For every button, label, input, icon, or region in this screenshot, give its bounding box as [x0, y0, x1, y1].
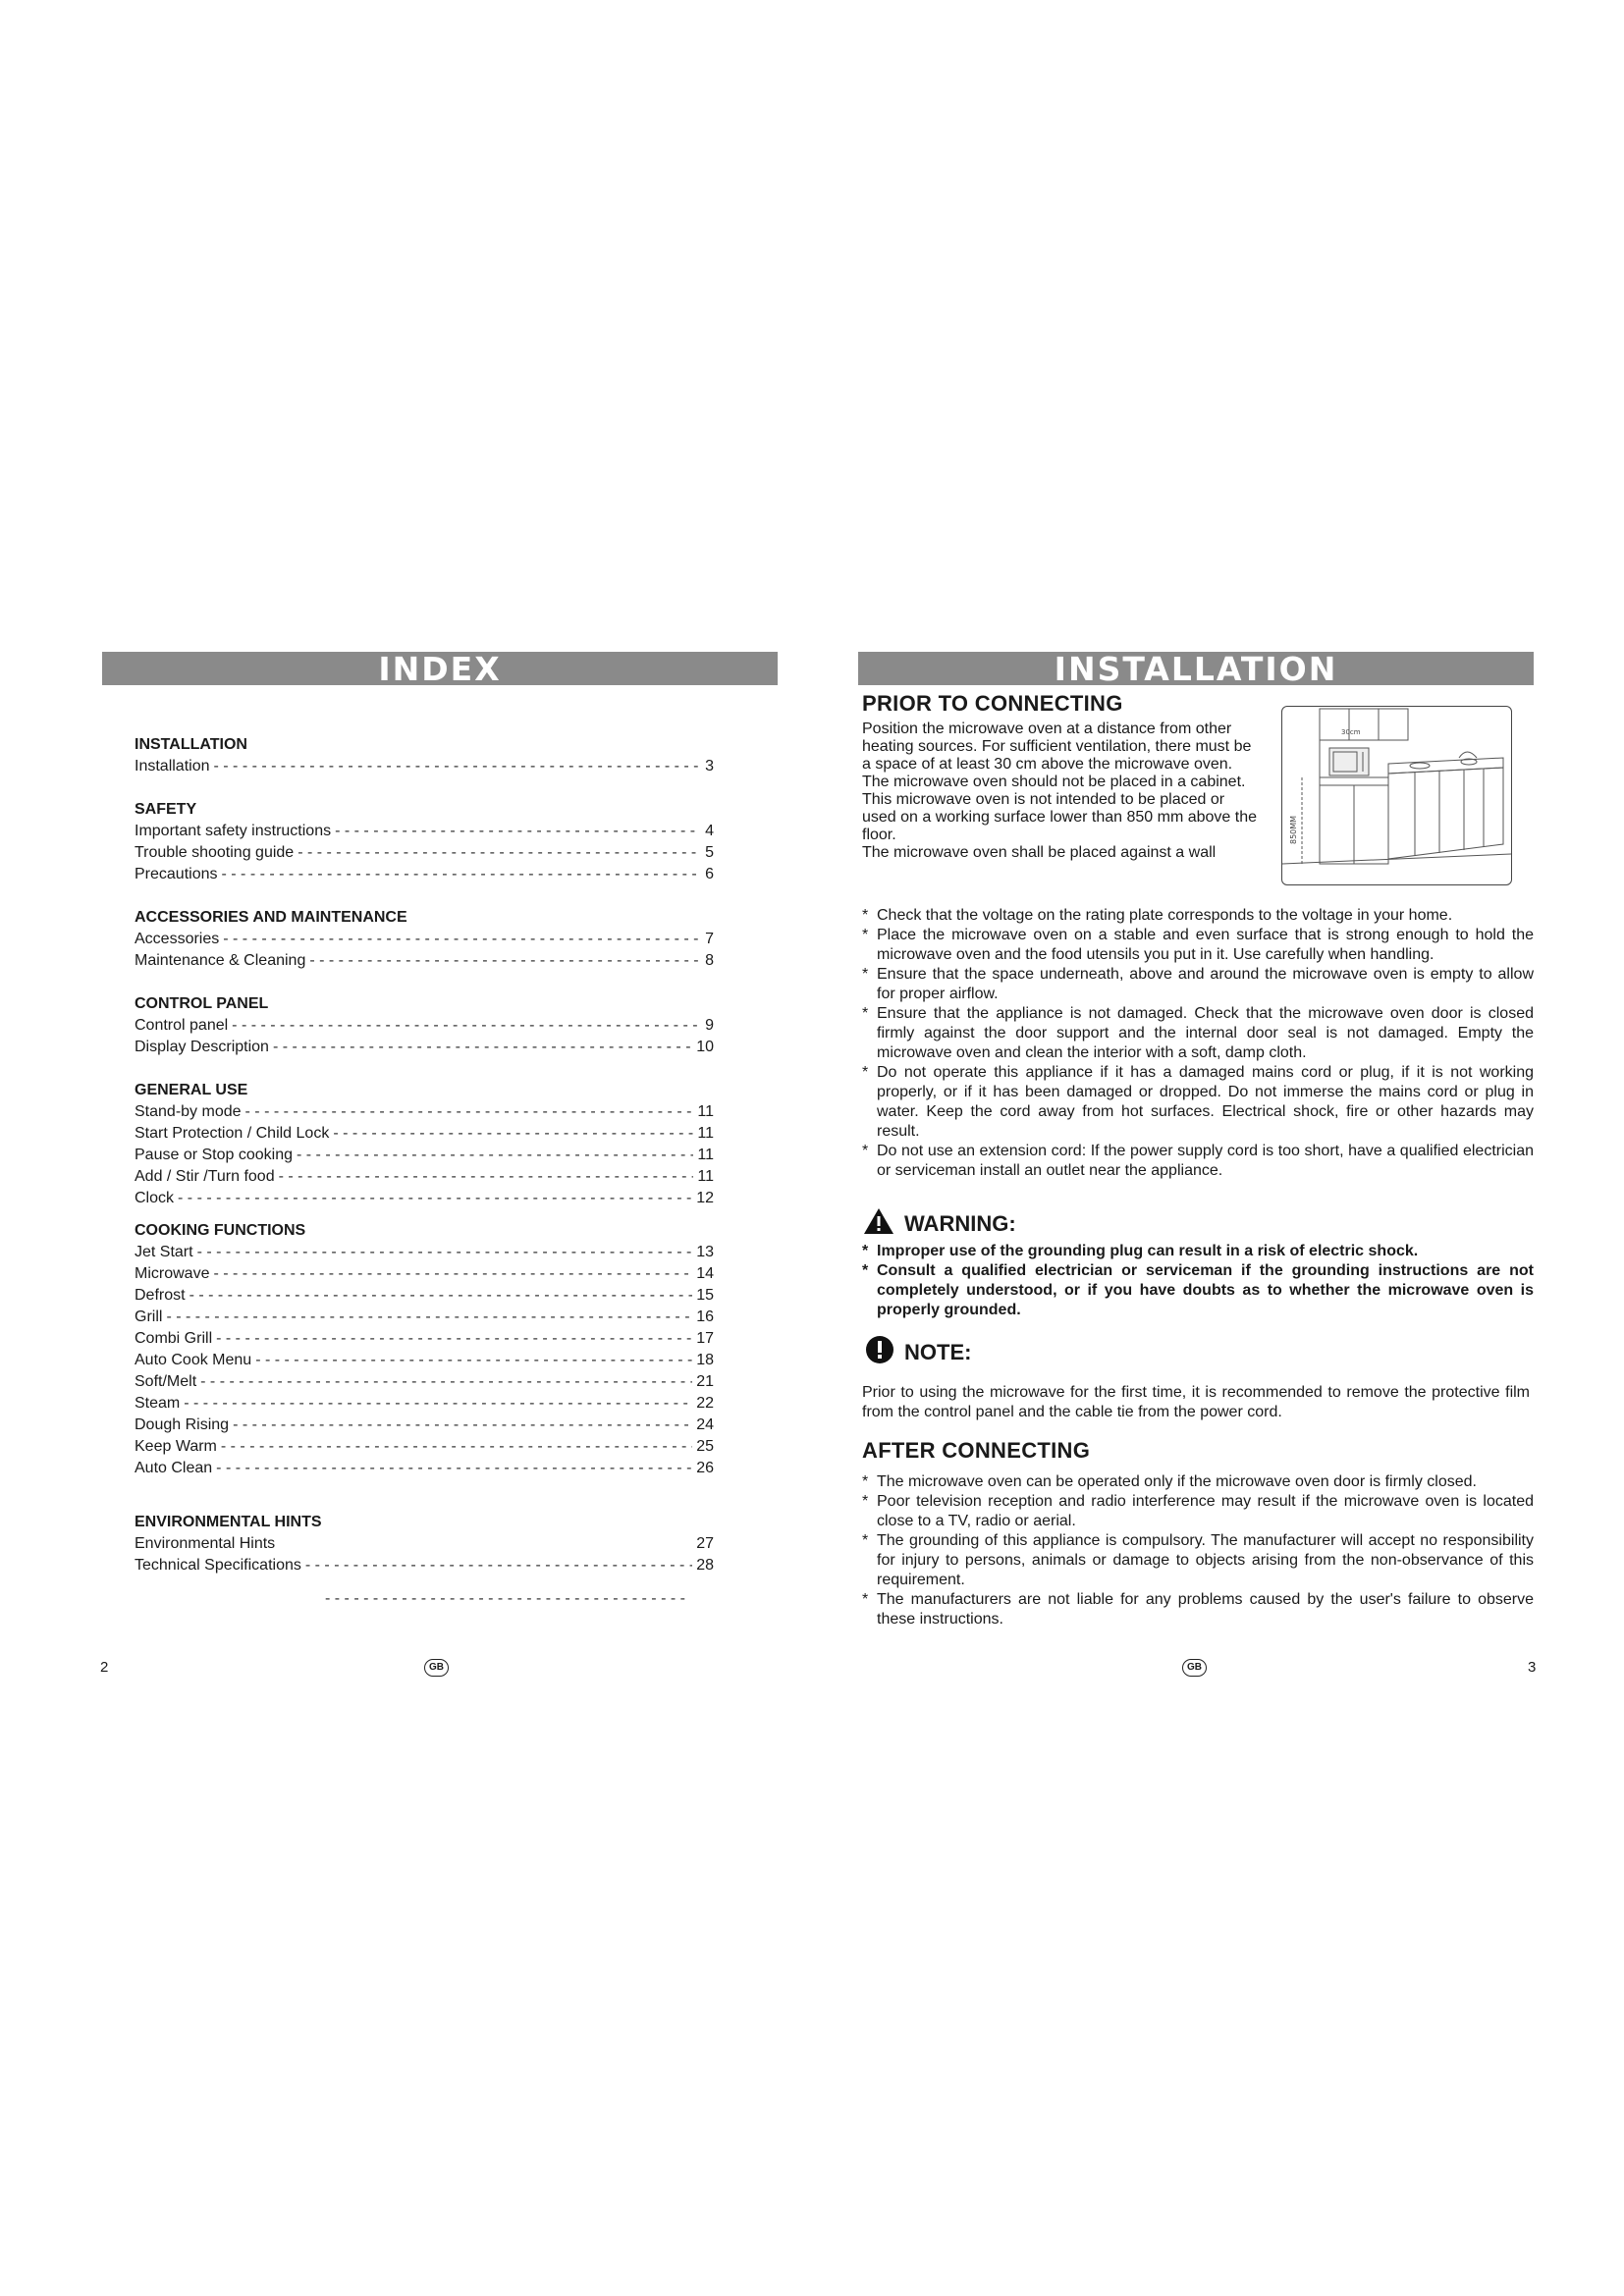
note-heading	[865, 1335, 971, 1370]
toc-label: Precautions	[135, 866, 218, 882]
toc-label: Display Description	[135, 1039, 269, 1055]
toc-entry[interactable]	[135, 1123, 714, 1145]
toc-heading: SAFETY	[135, 801, 197, 818]
toc-leader	[298, 842, 698, 864]
toc-label: Steam	[135, 1395, 181, 1412]
toc-page-number: 13	[696, 1244, 714, 1260]
warning-triangle-icon	[863, 1207, 894, 1241]
toc-leader	[221, 1436, 692, 1458]
toc-entry[interactable]	[135, 1436, 714, 1458]
toc-leader	[333, 1123, 693, 1145]
height-label: 850MM	[1289, 815, 1298, 844]
toc-label: Clock	[135, 1190, 175, 1206]
toc-leader	[166, 1307, 692, 1328]
toc-label: Technical Specifications	[135, 1557, 301, 1574]
toc-page-number: 25	[696, 1438, 714, 1455]
toc-page-number: 5	[705, 844, 714, 861]
toc-leader	[309, 950, 698, 972]
list-item: * The grounding of this appliance is compulsory. The manufacturer will accept no responsibility for injury to persons, animals or damage to objects arising from the non-observance of this requirement.	[862, 1531, 1534, 1590]
toc-entry[interactable]	[135, 1415, 714, 1436]
gb-language-badge: GB	[424, 1659, 449, 1677]
toc-page-number: 11	[697, 1125, 714, 1142]
toc-leader	[184, 1393, 692, 1415]
intro-paragraph: Position the microwave oven at a distance from other heating sources. For sufficient ventilation, there must be a space of at least 30 cm above the microwave oven.	[862, 721, 1252, 773]
toc-page-number: 21	[696, 1373, 714, 1390]
toc-leader	[297, 1145, 693, 1166]
toc-label: Important safety instructions	[135, 823, 332, 839]
toc-leader	[255, 1350, 692, 1371]
toc-page-number: 26	[696, 1460, 714, 1476]
installation-banner: INSTALLATION	[858, 652, 1534, 685]
toc-entry[interactable]	[135, 929, 714, 950]
toc-label: Grill	[135, 1308, 163, 1325]
toc-page-number: 17	[696, 1330, 714, 1347]
toc-label: Control panel	[135, 1017, 229, 1034]
toc-page-number: 24	[696, 1416, 714, 1433]
toc-entry[interactable]	[135, 1263, 714, 1285]
toc-entry[interactable]	[135, 1242, 714, 1263]
toc-entry[interactable]	[135, 1328, 714, 1350]
toc-section	[135, 993, 714, 1058]
toc-leader	[232, 1015, 698, 1037]
toc-page-number: 28	[696, 1557, 714, 1574]
installation-page	[812, 0, 1624, 2296]
toc-leader	[197, 1242, 693, 1263]
toc-leader	[213, 1263, 692, 1285]
toc-leader	[233, 1415, 692, 1436]
list-item: * Do not use an extension cord: If the power supply cord is too short, have a qualified electrician or serviceman install an outlet near the appliance.	[862, 1142, 1534, 1181]
toc-leader	[273, 1037, 692, 1058]
toc-entry[interactable]	[135, 1015, 714, 1037]
toc-page-number: 6	[705, 866, 714, 882]
toc-label: Microwave	[135, 1265, 210, 1282]
page-number: 3	[1528, 1659, 1537, 1676]
intro-paragraph: The microwave oven shall be placed against a wall	[862, 844, 1217, 861]
toc-leader	[222, 864, 699, 885]
toc-page-number: 11	[697, 1168, 714, 1185]
toc-leader	[216, 1458, 692, 1479]
toc-section	[135, 1220, 714, 1479]
toc-leader	[178, 1188, 692, 1209]
toc-page-number: 22	[696, 1395, 714, 1412]
toc-entry[interactable]	[135, 950, 714, 972]
toc-leader	[200, 1371, 692, 1393]
list-item: * Improper use of the grounding plug can result in a risk of electric shock.	[862, 1242, 1534, 1261]
toc-page-number: 16	[696, 1308, 714, 1325]
toc-heading: ENVIRONMENTAL HINTS	[135, 1514, 322, 1530]
toc-section	[135, 734, 714, 777]
toc-page-number: 8	[705, 952, 714, 969]
toc-entry[interactable]	[135, 1555, 714, 1576]
toc-label: Trouble shooting guide	[135, 844, 295, 861]
toc-label: Installation	[135, 758, 210, 774]
toc-label: Pause or Stop cooking	[135, 1147, 293, 1163]
toc-entry[interactable]	[135, 1307, 714, 1328]
toc-leader	[245, 1101, 694, 1123]
list-item: * Check that the voltage on the rating plate corresponds to the voltage in your home.	[862, 906, 1534, 926]
toc-page-number: 9	[705, 1017, 714, 1034]
toc-section	[135, 1512, 714, 1576]
toc-entry[interactable]	[135, 1145, 714, 1166]
warning-label: WARNING:	[904, 1211, 1016, 1236]
toc-page-number: 12	[696, 1190, 714, 1206]
toc-label: Environmental Hints	[135, 1535, 276, 1552]
exclamation-circle-icon	[865, 1335, 894, 1370]
table-of-contents	[135, 734, 714, 1576]
toc-leader	[189, 1285, 693, 1307]
list-item: * The microwave oven can be operated only if the microwave oven door is firmly closed.	[862, 1472, 1534, 1492]
trailing-leader-line	[325, 1590, 688, 1608]
toc-label: Start Protection / Child Lock	[135, 1125, 330, 1142]
toc-label: Stand-by mode	[135, 1103, 242, 1120]
toc-entry[interactable]	[135, 1166, 714, 1188]
index-banner: INDEX	[102, 652, 778, 685]
toc-leader	[214, 756, 699, 777]
toc-page-number: 15	[696, 1287, 714, 1304]
toc-page-number: 3	[705, 758, 714, 774]
toc-page-number: 27	[696, 1535, 714, 1552]
warning-heading	[863, 1207, 1016, 1241]
toc-entry[interactable]	[135, 1533, 714, 1555]
list-item: * Consult a qualified electrician or serviceman if the grounding instructions are not completely understood, or if you have doubts as to whether the microwave oven is properly grounded.	[862, 1261, 1534, 1320]
toc-page-number: 11	[697, 1147, 714, 1163]
toc-label: Keep Warm	[135, 1438, 217, 1455]
toc-label: Maintenance & Cleaning	[135, 952, 306, 969]
note-label: NOTE:	[904, 1340, 972, 1364]
after-connecting-heading: AFTER CONNECTING	[862, 1438, 1091, 1463]
after-connecting-list	[862, 1472, 1534, 1629]
toc-label: Jet Start	[135, 1244, 193, 1260]
toc-label: Defrost	[135, 1287, 186, 1304]
warning-list	[862, 1242, 1534, 1320]
toc-page-number: 7	[705, 931, 714, 947]
toc-heading: GENERAL USE	[135, 1082, 248, 1098]
toc-entry[interactable]	[135, 1285, 714, 1307]
toc-entry[interactable]	[135, 1037, 714, 1058]
list-item: * Do not operate this appliance if it has a damaged mains cord or plug, if it is not working properly, or if it has been damaged or dropped. Do not immerse the mains cord or plug in water. Keep the cord away from hot surfaces. Electrical shock, fire or other hazards may result.	[862, 1063, 1534, 1142]
toc-label: Soft/Melt	[135, 1373, 197, 1390]
toc-page-number: 14	[696, 1265, 714, 1282]
toc-entry[interactable]	[135, 1101, 714, 1123]
toc-page-number: 10	[696, 1039, 714, 1055]
intro-paragraph: The microwave oven should not be placed in a cabinet. This microwave oven is not intended to be placed or used on a working surface lower than 850 mm above the floor.	[862, 774, 1258, 843]
toc-section	[135, 799, 714, 885]
toc-leader	[216, 1328, 692, 1350]
page-number: 2	[100, 1659, 109, 1676]
toc-label: Dough Rising	[135, 1416, 230, 1433]
list-item: * The manufacturers are not liable for any problems caused by the user's failure to observe these instructions.	[862, 1590, 1534, 1629]
toc-label: Combi Grill	[135, 1330, 213, 1347]
toc-leader	[335, 821, 698, 842]
toc-page-number: 11	[697, 1103, 714, 1120]
toc-label: Auto Clean	[135, 1460, 213, 1476]
toc-entry[interactable]	[135, 864, 714, 885]
toc-label: Auto Cook Menu	[135, 1352, 252, 1368]
toc-heading: ACCESSORIES AND MAINTENANCE	[135, 909, 407, 926]
list-item: * Poor television reception and radio interference may result if the microwave oven is located close to a TV, radio or aerial.	[862, 1492, 1534, 1531]
note-text: Prior to using the microwave for the first time, it is recommended to remove the protective film from the control panel and the cable tie from the power cord.	[862, 1384, 1530, 1420]
intro-text	[862, 721, 1260, 862]
gb-language-badge: GB	[1182, 1659, 1207, 1677]
prior-to-connecting-heading: PRIOR TO CONNECTING	[862, 691, 1123, 716]
toc-leader	[279, 1533, 692, 1555]
toc-heading: INSTALLATION	[135, 736, 247, 753]
toc-entry[interactable]	[135, 1393, 714, 1415]
clearance-label: 30cm	[1341, 728, 1361, 736]
toc-leader	[305, 1555, 692, 1576]
toc-entry[interactable]	[135, 1350, 714, 1371]
toc-page-number: 18	[696, 1352, 714, 1368]
list-item: * Ensure that the appliance is not damaged. Check that the microwave oven door is closed firmly against the door support and the internal door seal is not damaged. Empty the microwave oven and clean the interior with a soft, damp cloth.	[862, 1004, 1534, 1063]
toc-label: Accessories	[135, 931, 220, 947]
toc-entry[interactable]	[135, 842, 714, 864]
toc-heading: CONTROL PANEL	[135, 995, 269, 1012]
toc-leader	[279, 1166, 694, 1188]
kitchen-installation-illustration	[1281, 706, 1512, 885]
toc-leader	[223, 929, 698, 950]
toc-page-number: 4	[705, 823, 714, 839]
toc-entry[interactable]	[135, 756, 714, 777]
toc-section	[135, 907, 714, 972]
toc-heading: COOKING FUNCTIONS	[135, 1222, 306, 1239]
list-item: * Place the microwave oven on a stable and even surface that is strong enough to hold the microwave oven and the food utensils you put in it. Use carefully when handling.	[862, 926, 1534, 965]
kitchen-drawing	[1282, 707, 1511, 884]
toc-entry[interactable]	[135, 821, 714, 842]
toc-entry[interactable]	[135, 1188, 714, 1209]
toc-entry[interactable]	[135, 1371, 714, 1393]
toc-section	[135, 1080, 714, 1209]
list-item: * Ensure that the space underneath, above and around the microwave oven is empty to allow for proper airflow.	[862, 965, 1534, 1004]
toc-entry[interactable]	[135, 1458, 714, 1479]
prior-connecting-list	[862, 906, 1534, 1181]
toc-label: Add / Stir /Turn food	[135, 1168, 275, 1185]
